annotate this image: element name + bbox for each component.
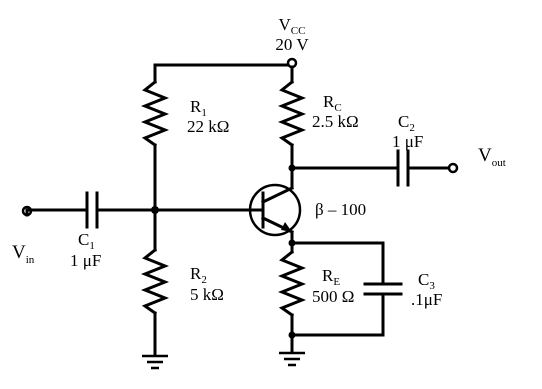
c1-label: $C_1$	[78, 230, 95, 252]
rc-label: $R_C$	[323, 92, 342, 114]
c3-value: .1μF	[411, 290, 443, 309]
vin-label: $V_{in}$	[12, 242, 35, 266]
c3-label: $C_3$	[418, 270, 435, 292]
c2-label: $C_2$	[398, 112, 415, 134]
rc-resistor	[282, 82, 302, 145]
re-value: 500 Ω	[312, 287, 355, 306]
r2-ground-symbol	[142, 356, 168, 368]
beta-label: β – 100	[315, 200, 367, 219]
c1-value: 1 μF	[70, 251, 102, 270]
r2-value: 5 kΩ	[190, 285, 224, 304]
c2-value: 1 μF	[392, 132, 424, 151]
r2-label: $R_2$	[190, 264, 207, 286]
r1-value: 22 kΩ	[187, 117, 230, 136]
r1-label: $R_1$	[190, 97, 207, 119]
top-rail-wire	[155, 65, 292, 82]
output-terminal	[449, 164, 457, 172]
vcc-value: 20 V	[275, 35, 309, 54]
r1-resistor	[145, 82, 165, 145]
r2-resistor	[145, 250, 165, 313]
rc-value: 2.5 kΩ	[312, 112, 359, 131]
vout-label: $V_{out}$	[478, 145, 506, 169]
vcc-label: $V_{CC}$	[278, 15, 306, 37]
emitter-ground-symbol	[279, 353, 305, 365]
re-label: $R_E$	[322, 266, 341, 288]
re-resistor	[282, 252, 302, 315]
